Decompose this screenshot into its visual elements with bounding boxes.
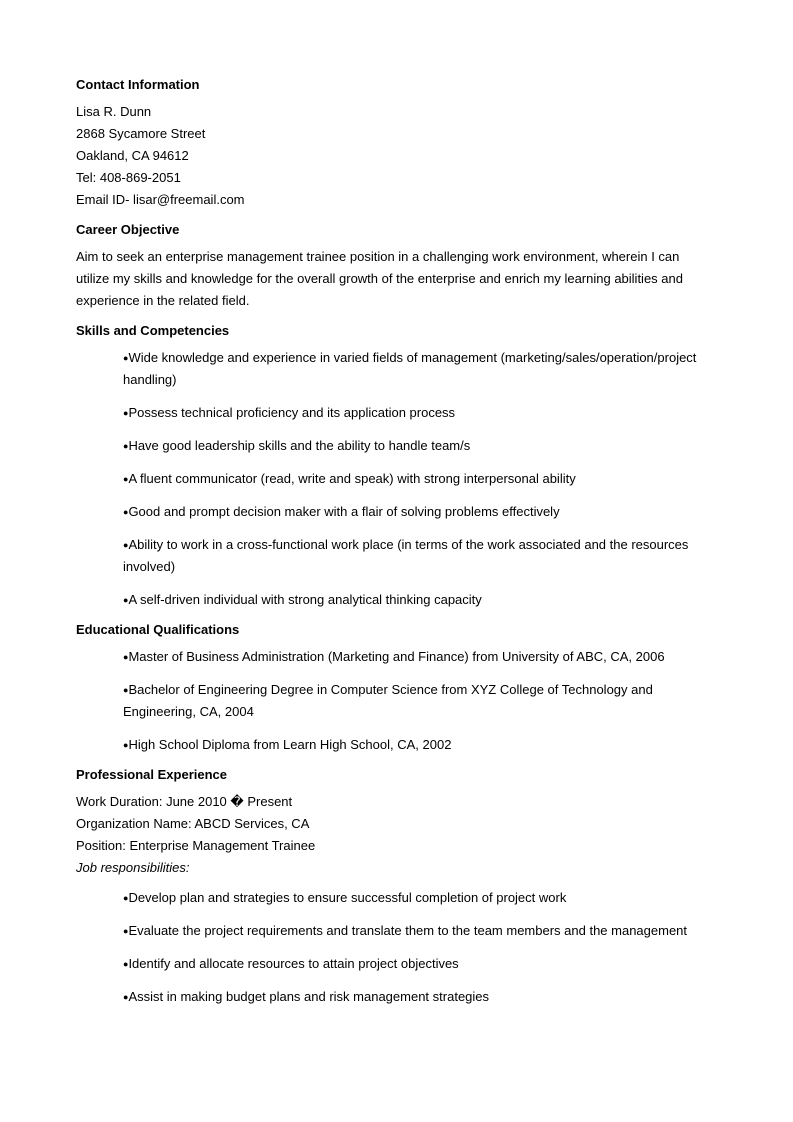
- bullet-icon: ●: [123, 959, 129, 969]
- skill-text: Ability to work in a cross-functional work place (in terms of the work associated and the resources involved): [123, 537, 689, 574]
- skills-heading: Skills and Competencies: [76, 323, 230, 338]
- contact-block: [76, 101, 716, 211]
- position: Position: Enterprise Management Trainee: [76, 838, 316, 853]
- responsibilities-list: [76, 887, 716, 1008]
- responsibility-text: Identify and allocate resources to attain project objectives: [128, 956, 459, 971]
- education-text: High School Diploma from Learn High School, CA, 2002: [128, 737, 452, 752]
- skill-text: A fluent communicator (read, write and speak) with strong interpersonal ability: [128, 471, 576, 486]
- education-text: Master of Business Administration (Marketing and Finance) from University of ABC, CA, 2006: [128, 649, 665, 664]
- responsibility-text: Develop plan and strategies to ensure successful completion of project work: [128, 890, 567, 905]
- bullet-icon: ●: [123, 685, 129, 695]
- skills-list: [76, 347, 716, 611]
- responsibilities-label: Job responsibilities:: [76, 860, 190, 875]
- contact-street: 2868 Sycamore Street: [76, 126, 206, 141]
- responsibility-text: Assist in making budget plans and risk management strategies: [128, 989, 490, 1004]
- bullet-icon: ●: [123, 540, 129, 550]
- resume-document: [76, 77, 716, 1008]
- list-item: [123, 986, 716, 1008]
- list-item: [123, 402, 716, 424]
- contact-heading: Contact Information: [76, 77, 200, 92]
- skill-text: Possess technical proficiency and its application process: [128, 405, 456, 420]
- bullet-icon: ●: [123, 595, 129, 605]
- experience-heading: Professional Experience: [76, 767, 228, 782]
- experience-block: [76, 791, 716, 879]
- bullet-icon: ●: [123, 893, 129, 903]
- objective-heading: Career Objective: [76, 222, 180, 237]
- objective-text: Aim to seek an enterprise management trainee position in a challenging work environment, wherein I can utilize my skills and knowledge for the overall growth of the enterprise and enrich my learning abilities and experience in the related field.: [76, 249, 683, 308]
- skill-text: A self-driven individual with strong analytical thinking capacity: [128, 592, 482, 607]
- list-item: [123, 534, 716, 578]
- responsibility-text: Evaluate the project requirements and translate them to the team members and the management: [128, 923, 688, 938]
- list-item: [123, 646, 716, 668]
- bullet-icon: ●: [123, 353, 129, 363]
- skill-text: Wide knowledge and experience in varied fields of management (marketing/sales/operation/project handling): [123, 350, 697, 387]
- list-item: [123, 953, 716, 975]
- list-item: [123, 468, 716, 490]
- skill-text: Have good leadership skills and the ability to handle team/s: [128, 438, 471, 453]
- work-duration: Work Duration: June 2010 � Present: [76, 794, 293, 809]
- organization-name: Organization Name: ABCD Services, CA: [76, 816, 310, 831]
- education-text: Bachelor of Engineering Degree in Computer Science from XYZ College of Technology and Engineering, CA, 2004: [123, 682, 653, 719]
- bullet-icon: ●: [123, 507, 129, 517]
- contact-name: Lisa R. Dunn: [76, 104, 152, 119]
- list-item: [123, 679, 716, 723]
- education-heading: Educational Qualifications: [76, 622, 240, 637]
- contact-tel: Tel: 408-869-2051: [76, 170, 181, 185]
- bullet-icon: ●: [123, 652, 129, 662]
- contact-email: Email ID- lisar@freemail.com: [76, 192, 245, 207]
- list-item: [123, 501, 716, 523]
- bullet-icon: ●: [123, 474, 129, 484]
- list-item: [123, 589, 716, 611]
- list-item: [123, 435, 716, 457]
- list-item: [123, 734, 716, 756]
- bullet-icon: ●: [123, 740, 129, 750]
- bullet-icon: ●: [123, 992, 129, 1002]
- bullet-icon: ●: [123, 926, 129, 936]
- list-item: [123, 887, 716, 909]
- list-item: [123, 920, 716, 942]
- bullet-icon: ●: [123, 408, 129, 418]
- skill-text: Good and prompt decision maker with a flair of solving problems effectively: [128, 504, 560, 519]
- bullet-icon: ●: [123, 441, 129, 451]
- list-item: [123, 347, 716, 391]
- contact-city: Oakland, CA 94612: [76, 148, 189, 163]
- education-list: [76, 646, 716, 756]
